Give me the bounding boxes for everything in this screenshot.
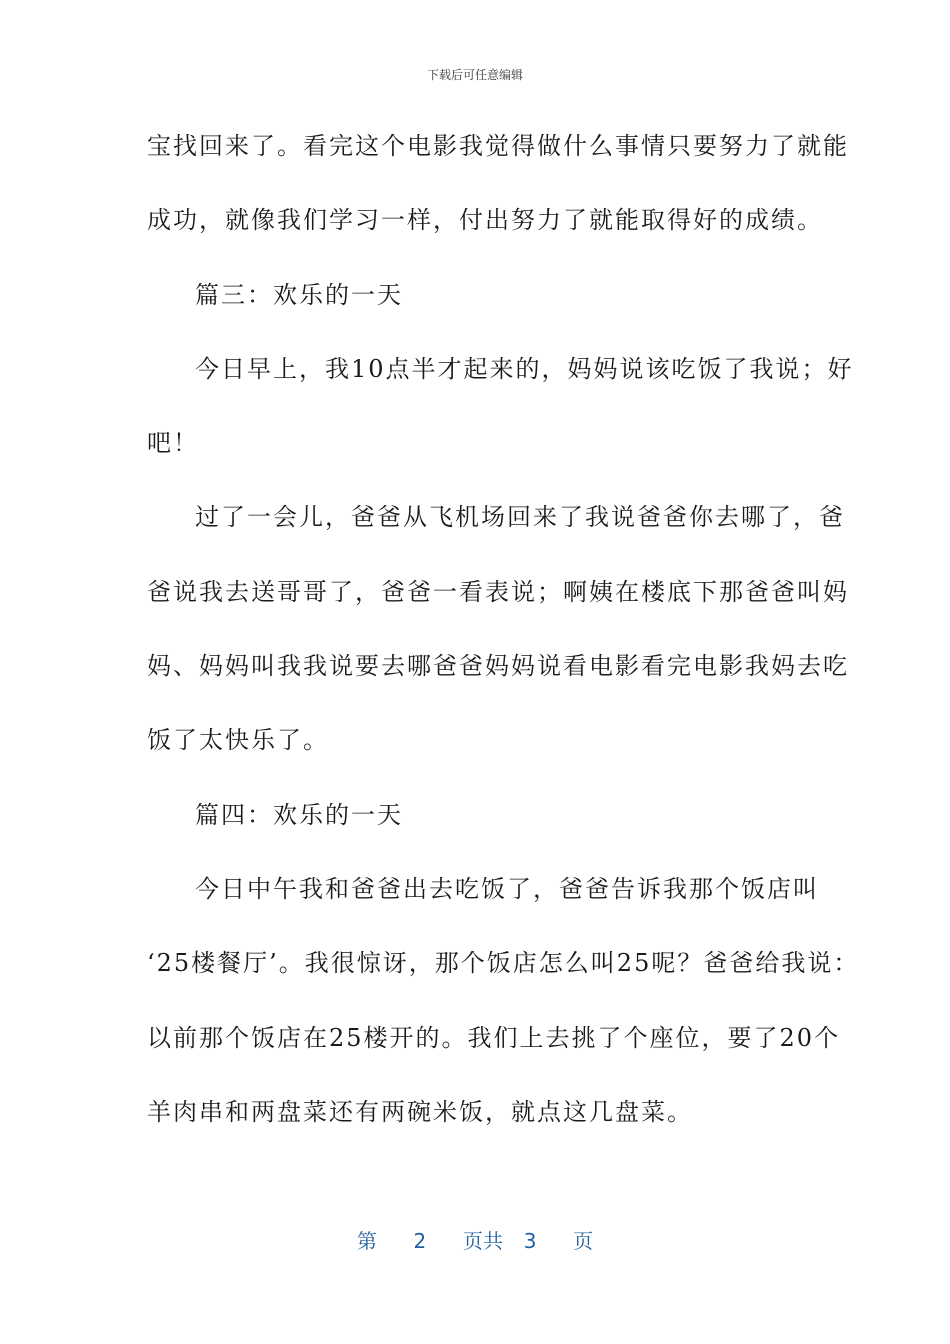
text-line: 妈、妈妈叫我我说要去哪爸爸妈妈说看电影看完电影我妈去吃: [147, 652, 849, 681]
page-label-suffix: 页: [573, 1229, 594, 1253]
page-footer: [0, 1225, 950, 1254]
text-line: 今日中午我和爸爸出去吃饭了，爸爸告诉我那个饭店叫: [195, 874, 819, 903]
text-line: ‘25楼餐厅’。我很惊讶，那个饭店怎么叫25呢？爸爸给我说：: [147, 949, 860, 978]
document-body: [147, 118, 860, 1158]
text-line: 饭了太快乐了。: [147, 726, 329, 755]
text-line: 爸说我去送哥哥了，爸爸一看表说；啊姨在楼底下那爸爸叫妈: [147, 577, 849, 606]
text-line: 今日早上，我10点半才起来的，妈妈说该吃饭了我说；好: [195, 354, 854, 383]
text-line: 羊肉串和两盘菜还有两碗米饭，就点这几盘菜。: [147, 1097, 693, 1126]
text-line: 以前那个饭店在25楼开的。我们上去挑了个座位，要了20个: [147, 1023, 841, 1052]
page-header: 下载后可任意编辑: [426, 68, 523, 82]
text-line: 宝找回来了。看完这个电影我觉得做什么事情只要努力了就能: [147, 132, 849, 160]
section-heading: 篇三：欢乐的一天: [195, 280, 403, 309]
current-page-number: 2: [413, 1229, 427, 1253]
page-label-prefix: 第: [356, 1229, 377, 1253]
page-label-middle: 页共: [463, 1229, 503, 1253]
text-line: 过了一会儿，爸爸从飞机场回来了我说爸爸你去哪了，爸: [195, 503, 845, 532]
text-line: 吧！: [147, 429, 199, 458]
total-page-count: 3: [523, 1229, 537, 1253]
section-heading: 篇四：欢乐的一天: [195, 800, 403, 829]
text-line: 成功，就像我们学习一样，付出努力了就能取得好的成绩。: [147, 206, 823, 235]
